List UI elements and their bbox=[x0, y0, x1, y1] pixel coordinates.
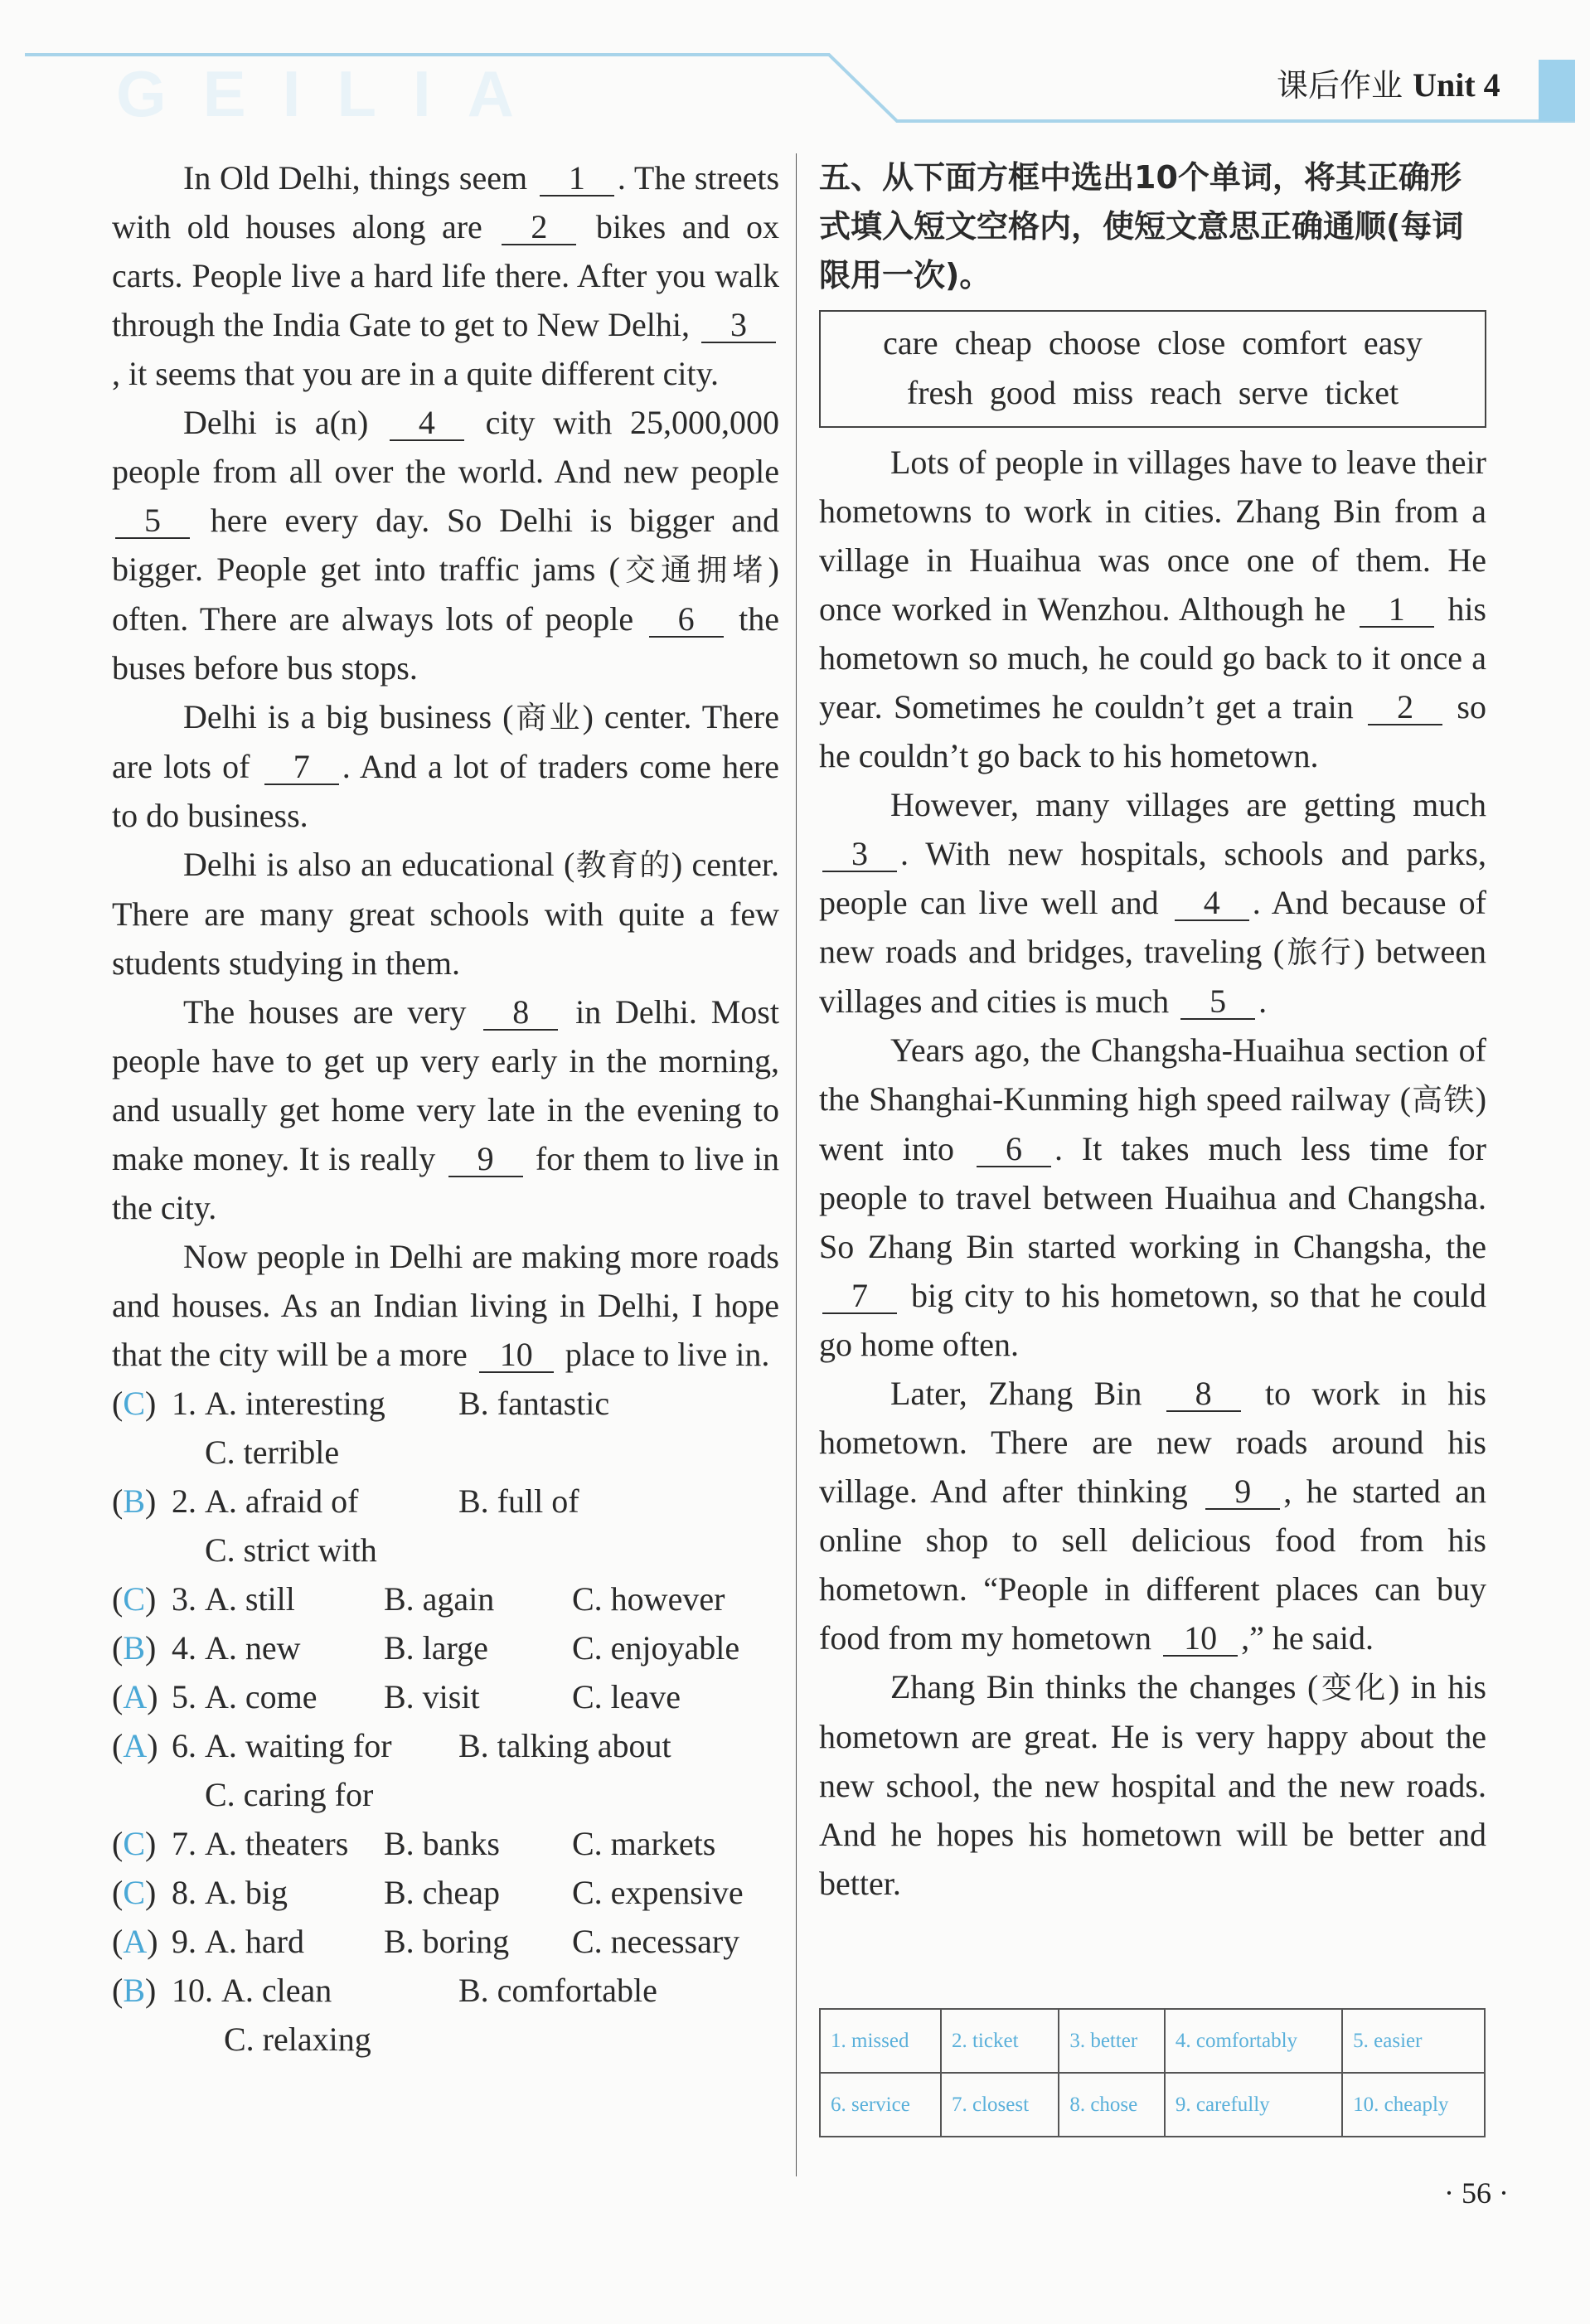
blank: 8 bbox=[483, 996, 558, 1031]
answer-letter: B bbox=[123, 1482, 146, 1520]
option-b: B. large bbox=[384, 1629, 488, 1667]
blank: 5 bbox=[115, 504, 190, 539]
word-option: ticket bbox=[1325, 374, 1399, 411]
question-number: 1. bbox=[172, 1385, 196, 1422]
answer-choice: (C) bbox=[112, 1825, 157, 1862]
blank: 3 bbox=[701, 308, 776, 343]
option-a: A. big bbox=[205, 1874, 288, 1911]
answer-cell: 4. comfortably bbox=[1165, 2009, 1342, 2073]
header-title-cn: 课后作业 bbox=[1277, 67, 1403, 104]
answer-choice: (A) bbox=[112, 1678, 158, 1715]
option-a: A. theaters bbox=[205, 1825, 349, 1862]
left-column bbox=[112, 153, 779, 2064]
answer-cell: 10. cheaply bbox=[1342, 2073, 1485, 2137]
word-option: choose bbox=[1048, 324, 1142, 361]
option-c: C. necessary bbox=[572, 1923, 740, 1960]
answer-cell: 7. closest bbox=[941, 2073, 1059, 2137]
word-option: serve bbox=[1238, 374, 1309, 411]
right-column bbox=[819, 153, 1486, 1908]
header-watermark: GEILIA bbox=[116, 57, 551, 130]
word-option: good bbox=[989, 374, 1056, 411]
blank: 6 bbox=[977, 1133, 1051, 1167]
question-row-cont bbox=[112, 1526, 779, 1574]
passage-paragraph: In Old Delhi, things seem 1 . The streets with old houses along are 2 bikes and ox carts. People live a hard life there. After you walk through the India Gate to get to New Delhi, 3, it seems that you are in a quite different city. bbox=[112, 159, 780, 392]
word-option: miss bbox=[1072, 374, 1134, 411]
option-a: A. waiting for bbox=[205, 1727, 392, 1764]
question-number: 10. bbox=[172, 1972, 213, 2009]
blank: 8 bbox=[1166, 1377, 1241, 1412]
option-b: B. cheap bbox=[384, 1874, 500, 1911]
answer-cell: 9. carefully bbox=[1165, 2073, 1342, 2137]
option-a: A. still bbox=[205, 1580, 295, 1618]
question-row bbox=[112, 1477, 779, 1526]
cn-gloss: 旅行 bbox=[1284, 934, 1355, 970]
option-b: B. boring bbox=[384, 1923, 510, 1960]
blank: 1 bbox=[540, 162, 614, 196]
word-box-row bbox=[821, 368, 1485, 418]
header-tab bbox=[1539, 60, 1575, 121]
word-option: reach bbox=[1150, 374, 1222, 411]
question-number: 9. bbox=[172, 1923, 196, 1960]
cloze-passage-delhi bbox=[112, 153, 779, 1379]
blank: 4 bbox=[390, 406, 464, 441]
option-b: B. visit bbox=[384, 1678, 480, 1715]
answer-letter: C bbox=[123, 1580, 146, 1618]
cn-gloss: 交通拥堵 bbox=[619, 552, 768, 588]
question-number: 5. bbox=[172, 1678, 196, 1715]
question-row bbox=[112, 1917, 779, 1966]
question-row bbox=[112, 1966, 779, 2015]
answer-letter: C bbox=[123, 1385, 146, 1422]
cn-gloss: 商业 bbox=[513, 700, 583, 735]
passage-paragraph: However, many villages are getting much 3 . With new hospitals, schools and parks, people can live well and 4 . And because of new roads and bridges, traveling (旅行) between villages and cities is much 5 . bbox=[819, 786, 1486, 1020]
option-c: C. however bbox=[572, 1580, 725, 1618]
option-c: C. strict with bbox=[205, 1531, 377, 1569]
option-a: A. interesting bbox=[205, 1385, 385, 1422]
header-unit: Unit 4 bbox=[1413, 66, 1500, 104]
word-option: comfort bbox=[1242, 324, 1347, 361]
blank: 10 bbox=[479, 1338, 554, 1373]
header-title bbox=[1277, 60, 1500, 105]
blank: 9 bbox=[1205, 1475, 1280, 1510]
answer-cell: 1. missed bbox=[820, 2009, 941, 2073]
page-number: · 56 · bbox=[1444, 2176, 1509, 2210]
answer-letter: B bbox=[123, 1629, 146, 1667]
option-b: B. banks bbox=[384, 1825, 500, 1862]
answer-choice: (C) bbox=[112, 1580, 157, 1618]
passage-paragraph: The houses are very 8 in Delhi. Most people have to get up very early in the morning, and usually get home very late in the evening to make money. It is really 9 for them to live in the city. bbox=[112, 993, 780, 1226]
answer-choice: (A) bbox=[112, 1727, 158, 1764]
question-row-cont bbox=[112, 1428, 779, 1477]
passage-paragraph: Delhi is also an educational (教育的) center. There are many great schools with quite a few students studying in them. bbox=[112, 846, 779, 982]
passage-paragraph: Later, Zhang Bin 8 to work in his hometown. There are new roads around his village. And after thinking 9 , he started an online shop to sell delicious food from his hometown. “People in different places can buy food from my hometown 10 ,” he said. bbox=[819, 1375, 1486, 1657]
answer-letter: A bbox=[123, 1678, 148, 1715]
cn-gloss: 教育的 bbox=[574, 847, 671, 883]
answer-cell: 8. chose bbox=[1059, 2073, 1165, 2137]
blank: 4 bbox=[1175, 886, 1249, 921]
answer-letter: A bbox=[123, 1923, 148, 1960]
option-a: A. new bbox=[205, 1629, 301, 1667]
passage-paragraph: Years ago, the Changsha-Huaihua section of the Shanghai-Kunming high speed railway (高铁) went into 6 . It takes much less time for people to travel between Huaihua and Changsha. So Zhang Bin started working in Changsha, the 7 big city to his hometown, so that he could go home often. bbox=[819, 1031, 1487, 1363]
option-c: C. enjoyable bbox=[572, 1629, 740, 1667]
question-number: 7. bbox=[172, 1825, 196, 1862]
answer-choice: (C) bbox=[112, 1385, 157, 1422]
blank: 3 bbox=[822, 837, 897, 872]
question-row bbox=[112, 1623, 779, 1672]
answer-choice: (A) bbox=[112, 1923, 158, 1960]
passage-paragraph: Delhi is a(n) 4 city with 25,000,000 people from all over the world. And new people 5 here every day. So Delhi is bigger and bigger. People get into traffic jams (交通拥堵) often. There are always lots of people 6 the buses before bus stops. bbox=[112, 404, 779, 687]
option-a: A. hard bbox=[205, 1923, 304, 1960]
answer-choice: (B) bbox=[112, 1972, 157, 2009]
word-option: close bbox=[1157, 324, 1226, 361]
option-b: B. comfortable bbox=[458, 1972, 657, 2009]
blank: 7 bbox=[264, 750, 339, 785]
answer-cell: 2. ticket bbox=[941, 2009, 1059, 2073]
answer-cell: 6. service bbox=[820, 2073, 941, 2137]
answer-row bbox=[820, 2073, 1485, 2137]
blank: 10 bbox=[1163, 1622, 1238, 1657]
word-option: easy bbox=[1363, 324, 1423, 361]
blank: 2 bbox=[502, 211, 576, 245]
question-row bbox=[112, 1819, 779, 1868]
option-b: B. talking about bbox=[458, 1727, 671, 1764]
blank: 7 bbox=[822, 1279, 897, 1314]
answer-letter: A bbox=[123, 1727, 148, 1764]
option-c: C. expensive bbox=[572, 1874, 744, 1911]
question-number: 2. bbox=[172, 1482, 196, 1520]
option-c: C. caring for bbox=[205, 1776, 374, 1813]
question-number: 6. bbox=[172, 1727, 196, 1764]
question-row bbox=[112, 1672, 779, 1721]
option-a: A. clean bbox=[221, 1972, 332, 2009]
option-c: C. terrible bbox=[205, 1434, 340, 1471]
word-box-row bbox=[821, 318, 1485, 368]
answer-letter: B bbox=[123, 1972, 146, 2009]
answer-cell: 5. easier bbox=[1342, 2009, 1485, 2073]
blank: 6 bbox=[649, 603, 724, 638]
passage-paragraph: Zhang Bin thinks the changes (变化) in his hometown are great. He is very happy about the new school, the new hospital and the new roads. And he hopes his hometown will be better and better. bbox=[819, 1668, 1486, 1902]
answer-row bbox=[820, 2009, 1485, 2073]
option-c: C. relaxing bbox=[224, 2021, 371, 2058]
option-b: B. again bbox=[384, 1580, 495, 1618]
cloze-options bbox=[112, 1379, 779, 2064]
blank: 2 bbox=[1368, 691, 1442, 725]
question-row-cont bbox=[112, 1770, 779, 1819]
section-5-heading: 五、从下面方框中选出10个单词，将其正确形式填入短文空格内，使短文意思正确通顺(每词限用一次)。 bbox=[819, 159, 1464, 294]
answer-cell: 3. better bbox=[1059, 2009, 1165, 2073]
word-box bbox=[819, 310, 1486, 428]
passage-paragraph: Lots of people in villages have to leave their hometowns to work in cities. Zhang Bin from a village in Huaihua was once one of them. He once worked in Wenzhou. Although he 1 his hometown so much, he could go back to it once a year. Sometimes he couldn’t get a train 2 so he couldn’t go back to his hometown. bbox=[819, 444, 1486, 774]
cn-gloss: 高铁 bbox=[1410, 1082, 1476, 1118]
column-divider bbox=[796, 153, 797, 2176]
answer-choice: (B) bbox=[112, 1629, 157, 1667]
word-option: care bbox=[883, 324, 938, 361]
passage-paragraph: Now people in Delhi are making more roads and houses. As an Indian living in Delhi, I hope that the city will be a more 10 place to live in. bbox=[112, 1238, 779, 1373]
question-row bbox=[112, 1868, 779, 1917]
answer-letter: C bbox=[123, 1825, 146, 1862]
word-option: fresh bbox=[906, 374, 973, 411]
question-number: 4. bbox=[172, 1629, 196, 1667]
cn-gloss: 变化 bbox=[1318, 1670, 1389, 1705]
option-b: B. full of bbox=[458, 1482, 579, 1520]
question-number: 3. bbox=[172, 1580, 196, 1618]
passage-paragraph: Delhi is a big business (商业) center. There are lots of 7 . And a lot of traders come here to do business. bbox=[112, 698, 779, 834]
option-b: B. fantastic bbox=[458, 1385, 610, 1422]
word-option: cheap bbox=[954, 324, 1032, 361]
question-row bbox=[112, 1721, 779, 1770]
cloze-passage-zhang-bin bbox=[819, 438, 1486, 1908]
question-row bbox=[112, 1574, 779, 1623]
question-row bbox=[112, 1379, 779, 1428]
blank: 5 bbox=[1180, 985, 1255, 1020]
answer-letter: C bbox=[123, 1874, 146, 1911]
answer-choice: (C) bbox=[112, 1874, 157, 1911]
blank: 1 bbox=[1360, 593, 1434, 628]
blank: 9 bbox=[448, 1143, 523, 1177]
question-number: 8. bbox=[172, 1874, 196, 1911]
answer-table bbox=[819, 2008, 1486, 2137]
question-row-cont bbox=[112, 2015, 779, 2064]
option-a: A. come bbox=[205, 1678, 318, 1715]
option-a: A. afraid of bbox=[205, 1482, 359, 1520]
answer-choice: (B) bbox=[112, 1482, 157, 1520]
option-c: C. markets bbox=[572, 1825, 716, 1862]
option-c: C. leave bbox=[572, 1678, 681, 1715]
